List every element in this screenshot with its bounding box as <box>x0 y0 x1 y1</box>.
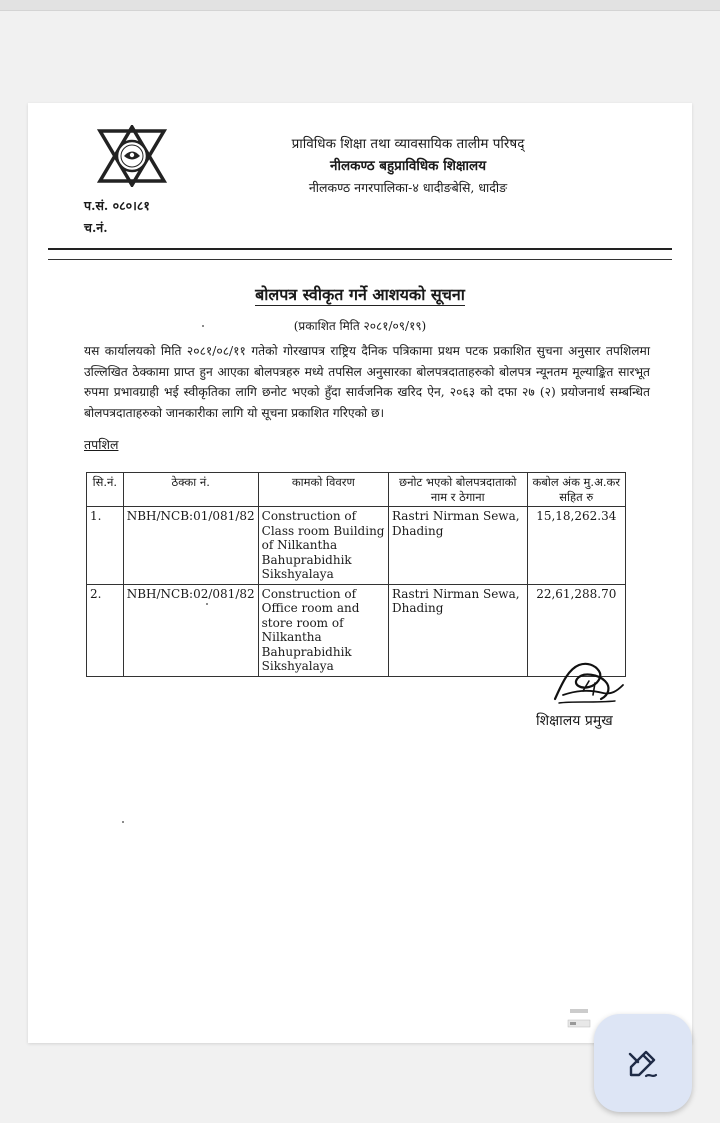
col-header-amount: कबोल अंक मु.अ.कर सहित रु <box>527 473 625 507</box>
dispatch-number: च.नं. <box>84 220 108 235</box>
app-top-bar <box>0 0 720 11</box>
cell-amount: 15,18,262.34 <box>527 507 625 585</box>
notice-body: यस कार्यालयको मिति २०८१/०८/११ गतेको गोरखापत्र राष्ट्रिय दैनिक पत्रिकामा प्रथम पटक प्रकाशित सुचना अनुसार तपशिलमा उल्लिखित ठेक्कामा प्राप्त हुन आएका बोलपत्रहरु मध्ये तपसिल अनुसारका बोलपत्रदाताहरुको बोलपत्र न्यूनतम मूल्याङ्कित सारभूत रुपमा प्रभावग्राही भई स्वीकृतिका लागि छनोट भएको हुँदा सार्वजनिक खरिद ऐन, २०६३ को दफा २७ (२) प्रयोजनार्थ सम्बन्धित बोलपत्रदाताहरुको जानकारीका लागि यो सूचना प्रकाशित गरिएको छ। <box>84 344 650 420</box>
notice-title <box>28 283 692 305</box>
table-row <box>87 507 626 585</box>
cell-amount: 22,61,288.70 <box>527 584 625 676</box>
cell-description: Construction of Class room Building of Nilkantha Bahuprabidhik Sikshyalaya <box>258 507 388 585</box>
table-header-row <box>87 473 626 507</box>
scan-speck <box>206 603 208 605</box>
council-name: प्राविधिक शिक्षा तथा व्यावसायिक तालीम परिषद् <box>291 136 525 152</box>
header-divider-thin <box>48 259 672 260</box>
cell-contract: NBH/NCB:01/081/82 <box>123 507 258 585</box>
tender-table <box>86 472 626 677</box>
col-header-sn: सि.नं. <box>87 473 124 507</box>
emblem-logo <box>96 125 168 187</box>
col-header-contract: ठेक्का नं. <box>123 473 258 507</box>
edit-fab-button[interactable] <box>594 1014 692 1112</box>
pen-edit-icon <box>626 1046 660 1080</box>
cell-contract: NBH/NCB:02/081/82 <box>123 584 258 676</box>
details-subheading: तपशिल <box>84 437 119 452</box>
signature-image <box>543 651 633 711</box>
reference-block <box>84 195 150 239</box>
cell-bidder: Rastri Nirman Sewa, Dhading <box>389 507 528 585</box>
cell-description: Construction of Office room and store room of Nilkantha Bahuprabidhik Sikshyalaya <box>258 584 388 676</box>
col-header-bidder: छनोट भएको बोलपत्रदाताको नाम र ठेगाना <box>389 473 528 507</box>
col-header-description: कामको विवरण <box>258 473 388 507</box>
cell-sn: 1. <box>87 507 124 585</box>
organization-header <box>228 133 588 199</box>
notice-title-text: बोलपत्र स्वीकृत गर्ने आशयको सूचना <box>255 285 465 304</box>
institute-address: नीलकण्ठ नगरपालिका-४ धादीङबेसि, धादीङ <box>308 180 508 195</box>
cell-bidder: Rastri Nirman Sewa, Dhading <box>389 584 528 676</box>
header-divider-thick <box>48 248 672 250</box>
scanner-watermark <box>562 1006 596 1032</box>
scan-speck <box>122 821 124 823</box>
signatory-title: शिक्षालय प्रमुख <box>536 713 613 729</box>
letter-number: प.सं. ०८०।८१ <box>84 198 150 213</box>
published-date: (प्रकाशित मिति २०८१/०९/१९) <box>293 319 427 333</box>
scan-speck <box>202 325 204 327</box>
document-page[interactable] <box>28 103 692 1043</box>
institute-name: नीलकण्ठ बहुप्राविधिक शिक्षालय <box>329 158 487 174</box>
cell-sn: 2. <box>87 584 124 676</box>
